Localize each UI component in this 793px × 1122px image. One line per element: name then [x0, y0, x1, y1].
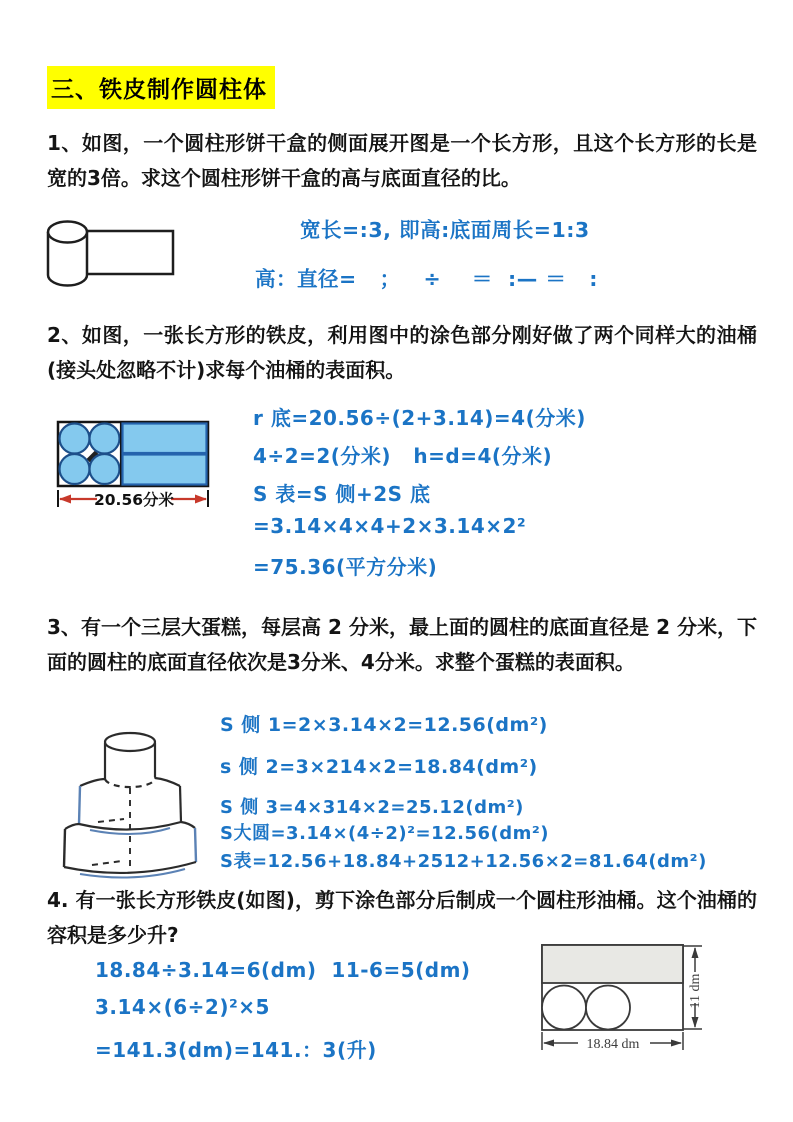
circle-end-2 [90, 424, 120, 454]
drum-end-circle-1 [542, 986, 586, 1030]
p2-answer-line-2: 4÷2=2(分米) h=d=4(分米) [253, 444, 553, 468]
circle-end-4 [90, 454, 120, 484]
bottom-tier-rim-right [181, 822, 195, 828]
p3-answer-line-1: S 侧 1=2×3.14×2=12.56(dm²) [220, 714, 548, 736]
height-arrowhead-top [692, 947, 699, 958]
drum-end-circle-2 [586, 986, 630, 1030]
mid-tier-left-side [79, 786, 80, 824]
mid-tier-hidden-dash [98, 819, 124, 822]
sheet-width-label: 20.56分米 [93, 491, 175, 509]
problem-3-text: 3、有一个三层大蛋糕，每层高 2 分米，最上面的圆柱的底面直径是 2 分米，下面的圆柱的底面直径依次是3分米、4分米。求整个蛋糕的表面积。 [47, 615, 757, 674]
mid-tier-rim-right [155, 778, 180, 786]
p1-answer-line-2: 高：直径= ； ÷ ＝ :— ＝ : [255, 267, 598, 291]
shaded-strip [542, 945, 683, 983]
side-strip-bottom [123, 455, 207, 485]
sheet-height-label: 11 dm [688, 973, 703, 1009]
section-title: 三、铁皮制作圆柱体 [47, 66, 275, 109]
cylinder-unrolled-diagram [44, 213, 204, 298]
circle-end-3 [60, 454, 90, 484]
p2-answer-line-1: r 底=20.56÷(2+3.14)=4(分米) [253, 406, 586, 430]
width-arrowhead-left [543, 1040, 554, 1047]
p4-answer-line-1: 18.84÷3.14=6(dm) 11-6=5(dm) [95, 958, 471, 982]
width-arrowhead-right [671, 1040, 682, 1047]
p2-answer-line-4: =3.14×4×4+2×3.14×2² [253, 514, 527, 538]
bottom-tier-rim-left [65, 824, 79, 829]
problem-1-text: 1、如图，一个圆柱形饼干盒的侧面展开图是一个长方形，且这个长方形的长是宽的3倍。求这个圆柱形饼干盒的高与底面直径的比。 [47, 131, 757, 190]
p3-answer-line-4: S大圆=3.14×(4÷2)²=12.56(dm²) [220, 823, 550, 844]
oil-drum-sheet-diagram [528, 935, 778, 1065]
mid-tier-rim-left [80, 779, 105, 786]
unrolled-rectangle [85, 231, 173, 274]
height-arrowhead-bottom [692, 1017, 699, 1028]
cylinder-top-ellipse [48, 222, 87, 243]
bottom-tier-hidden-dash [92, 861, 122, 865]
p2-answer-line-5: =75.36(平方分米) [253, 555, 438, 579]
problem-2-text: 2、如图，一张长方形的铁皮，利用图中的涂色部分刚好做了两个同样大的油桶(接头处忽略不计)求每个油桶的表面积。 [47, 323, 757, 382]
p4-answer-line-2: 3.14×(6÷2)²×5 [95, 995, 270, 1019]
arrowhead-right [195, 495, 207, 504]
sheet-metal-diagram [50, 408, 265, 513]
tiered-cake-diagram [50, 702, 210, 882]
p1-answer-line-1: 宽长=:3, 即高:底面周长=1:3 [300, 218, 590, 242]
p4-answer-line-3: =141.3(dm)=141.：3(升) [95, 1038, 377, 1062]
circle-end-1 [60, 424, 90, 454]
p3-answer-line-3: S 侧 3=4×314×2=25.12(dm²) [220, 797, 524, 818]
bottom-tier-right-side [195, 828, 196, 862]
top-tier-top [105, 733, 155, 751]
p3-answer-line-5: S表=12.56+18.84+2512+12.56×2=81.64(dm²) [220, 851, 707, 872]
side-strip-top [123, 424, 207, 454]
mid-tier-right-side [180, 786, 181, 822]
p3-answer-line-2: s 侧 2=3×214×2=18.84(dm²) [220, 756, 538, 778]
arrowhead-left [59, 495, 71, 504]
sheet-width-label: 18.84 dm [586, 1037, 640, 1052]
p2-answer-line-3: S 表=S 侧+2S 底 [253, 482, 431, 506]
bottom-tier-left-side [64, 829, 65, 867]
problem-4-text: 4. 有一张长方形铁皮(如图)，剪下涂色部分后制成一个圆柱形油桶。这个油桶的容积是多少升? [47, 888, 757, 947]
